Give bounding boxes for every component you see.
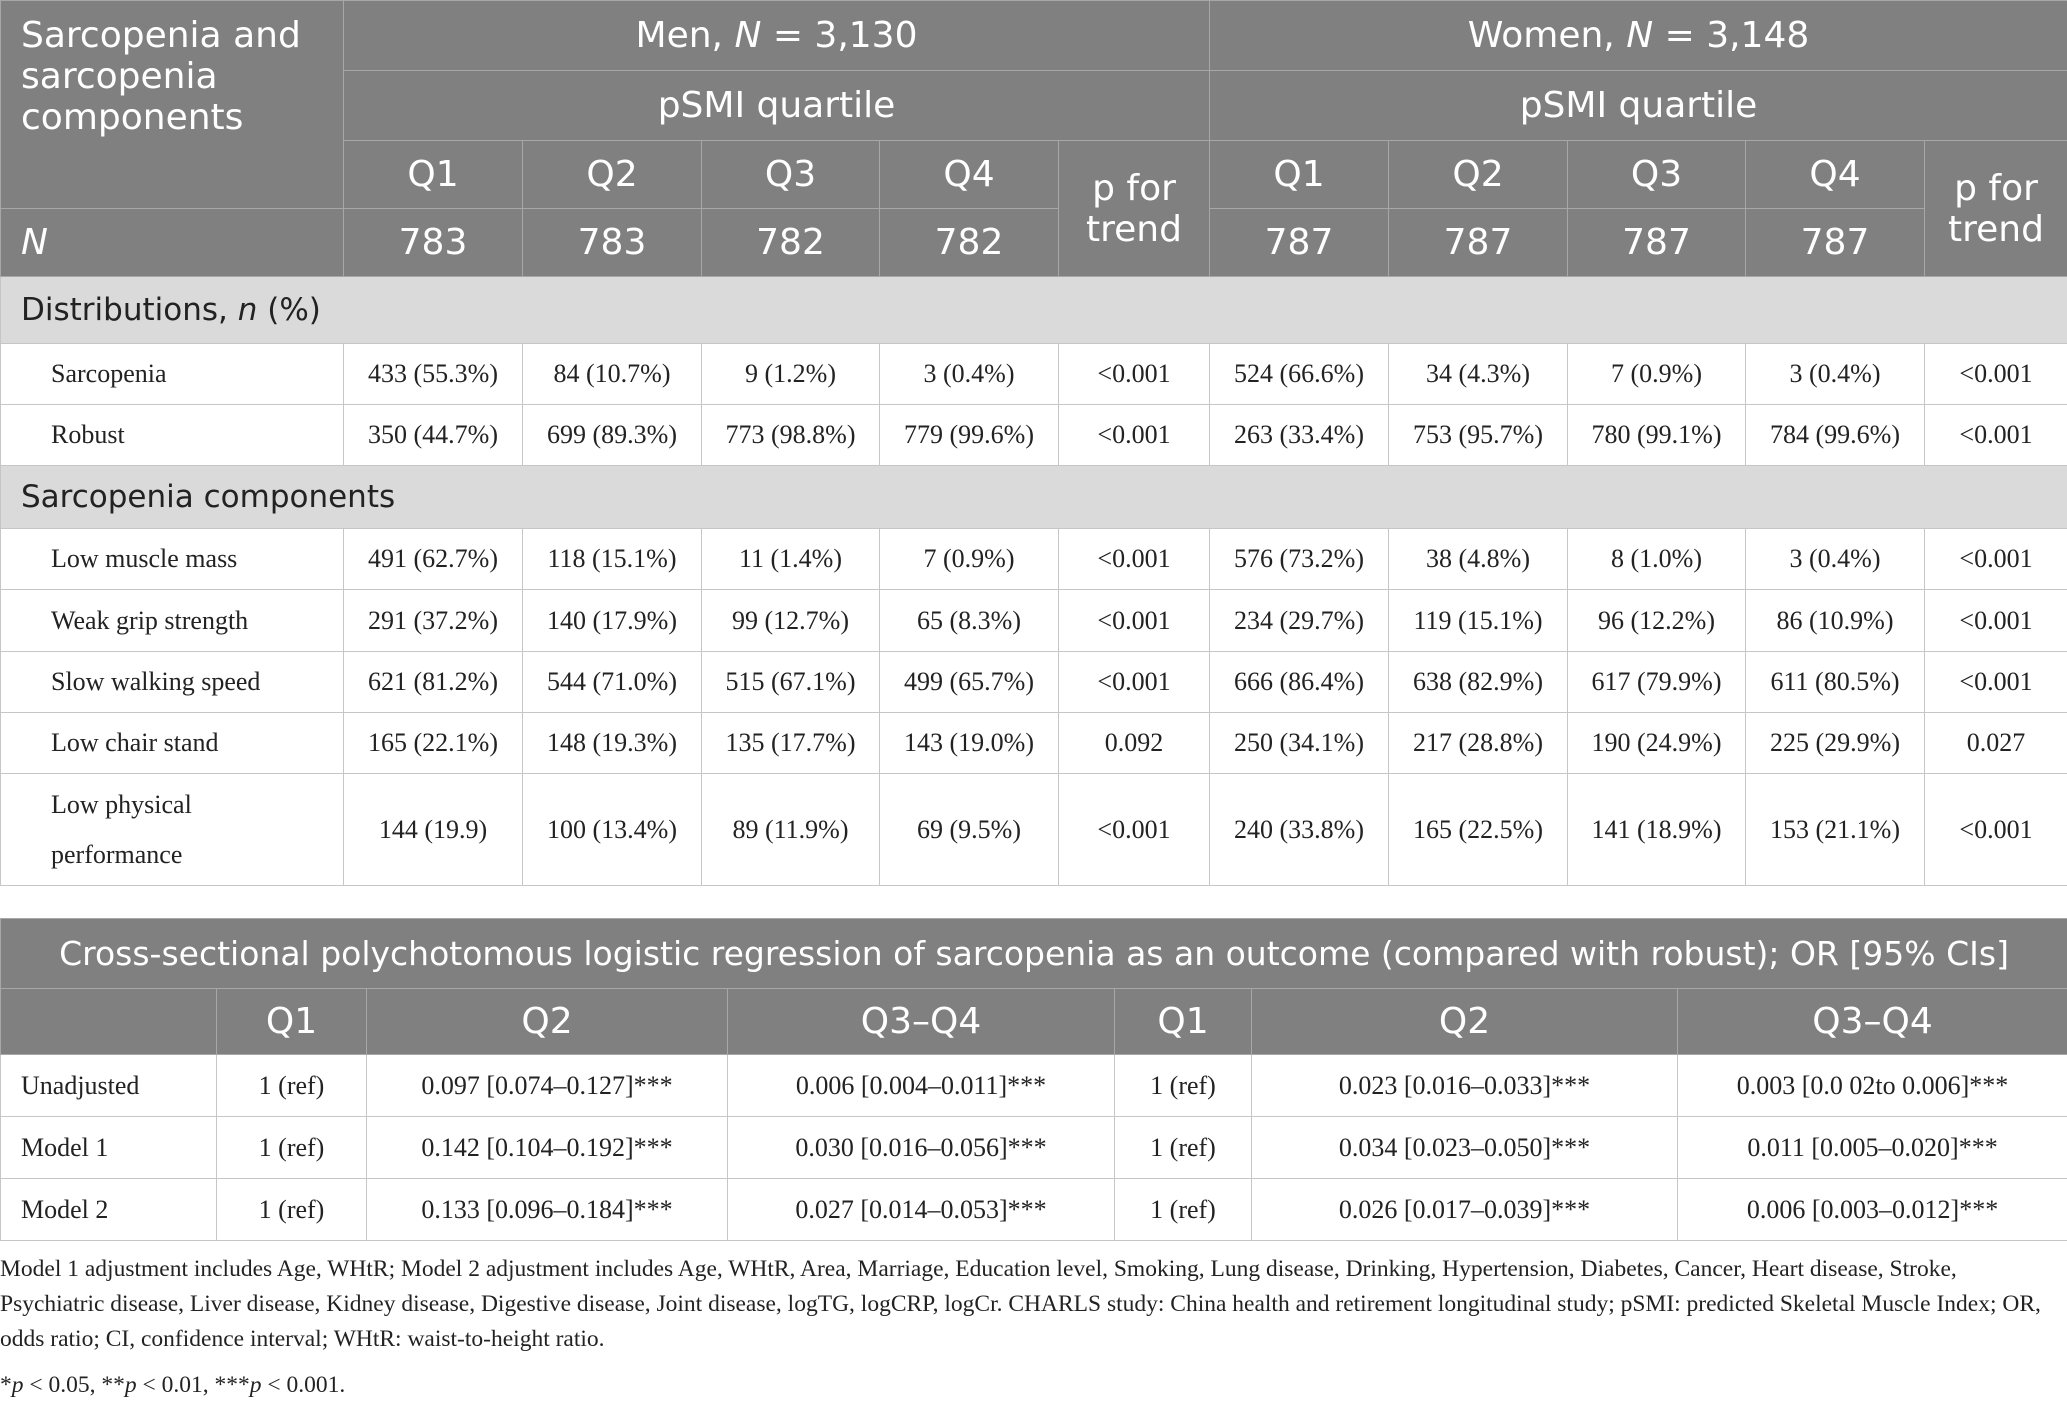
cell: <0.001	[1925, 652, 2067, 713]
empty-header	[1, 989, 217, 1055]
men-q4-header: Q4	[880, 141, 1059, 209]
cell: 0.142 [0.104–0.192]***	[367, 1117, 728, 1179]
cell: 433 (55.3%)	[344, 344, 523, 405]
cell: 34 (4.3%)	[1389, 344, 1568, 405]
cell: 135 (17.7%)	[702, 713, 880, 774]
table-row	[1, 590, 2067, 652]
row-label: Robust	[1, 405, 344, 466]
women-p-trend-header: p for trend	[1925, 141, 2067, 277]
cell: 65 (8.3%)	[880, 590, 1059, 652]
men-q2-header: Q2	[523, 141, 702, 209]
cell: 153 (21.1%)	[1746, 774, 1925, 886]
cell: 148 (19.3%)	[523, 713, 702, 774]
cell: 240 (33.8%)	[1210, 774, 1389, 886]
women-n-q3: 787	[1568, 209, 1746, 277]
table-row	[1, 652, 2067, 713]
cell: 1 (ref)	[217, 1117, 367, 1179]
cell: 491 (62.7%)	[344, 529, 523, 590]
cell: 0.092	[1059, 713, 1210, 774]
cell: 141 (18.9%)	[1568, 774, 1746, 886]
reg-header-q2: Q2	[367, 989, 728, 1055]
cell: 7 (0.9%)	[880, 529, 1059, 590]
cell: 611 (80.5%)	[1746, 652, 1925, 713]
cell: 617 (79.9%)	[1568, 652, 1746, 713]
cell: 0.133 [0.096–0.184]***	[367, 1179, 728, 1241]
row-label: Weak grip strength	[1, 590, 344, 652]
cell: 1 (ref)	[1115, 1179, 1252, 1241]
cell: 0.027	[1925, 713, 2067, 774]
cell: 784 (99.6%)	[1746, 405, 1925, 466]
cell: 250 (34.1%)	[1210, 713, 1389, 774]
cell: 544 (71.0%)	[523, 652, 702, 713]
men-n-q2: 783	[523, 209, 702, 277]
cell: 753 (95.7%)	[1389, 405, 1568, 466]
table-row	[1, 1117, 2067, 1179]
table-row	[1, 405, 2067, 466]
cell: 0.006 [0.004–0.011]***	[728, 1055, 1115, 1117]
table-row	[1, 774, 2067, 886]
cell: 225 (29.9%)	[1746, 713, 1925, 774]
cell: 144 (19.9)	[344, 774, 523, 886]
cell: 699 (89.3%)	[523, 405, 702, 466]
cell: 0.006 [0.003–0.012]***	[1678, 1179, 2067, 1241]
row-label: Sarcopenia	[1, 344, 344, 405]
cell: 0.003 [0.0 02to 0.006]***	[1678, 1055, 2067, 1117]
cell: <0.001	[1925, 529, 2067, 590]
cell: 0.011 [0.005–0.020]***	[1678, 1117, 2067, 1179]
cell: 1 (ref)	[1115, 1055, 1252, 1117]
corner-header: Sarcopenia and sarcopenia components	[1, 1, 344, 209]
cell: <0.001	[1925, 590, 2067, 652]
reg-header-q2-women: Q2	[1252, 989, 1678, 1055]
row-label: Slow walking speed	[1, 652, 344, 713]
cell: 666 (86.4%)	[1210, 652, 1389, 713]
row-label: Low physical performance	[1, 774, 344, 886]
cell: 96 (12.2%)	[1568, 590, 1746, 652]
cell: 7 (0.9%)	[1568, 344, 1746, 405]
women-header: Women, N = 3,148	[1210, 1, 2067, 71]
cell: <0.001	[1059, 405, 1210, 466]
n-label: N	[1, 209, 344, 277]
cell: 3 (0.4%)	[1746, 344, 1925, 405]
cell: 86 (10.9%)	[1746, 590, 1925, 652]
cell: <0.001	[1059, 652, 1210, 713]
women-q1-header: Q1	[1210, 141, 1389, 209]
row-label: Low chair stand	[1, 713, 344, 774]
men-header: Men, N = 3,130	[344, 1, 1210, 71]
women-n-q4: 787	[1746, 209, 1925, 277]
cell: 350 (44.7%)	[344, 405, 523, 466]
women-quartile-header: pSMI quartile	[1210, 71, 2067, 141]
men-quartile-header: pSMI quartile	[344, 71, 1210, 141]
cell: 0.030 [0.016–0.056]***	[728, 1117, 1115, 1179]
cell: 515 (67.1%)	[702, 652, 880, 713]
cell: 8 (1.0%)	[1568, 529, 1746, 590]
women-q3-header: Q3	[1568, 141, 1746, 209]
cell: <0.001	[1925, 774, 2067, 886]
cell: 190 (24.9%)	[1568, 713, 1746, 774]
men-p-trend-header: p for trend	[1059, 141, 1210, 277]
table-row	[1, 1179, 2067, 1241]
men-q1-header: Q1	[344, 141, 523, 209]
cell: 99 (12.7%)	[702, 590, 880, 652]
cell: <0.001	[1925, 405, 2067, 466]
reg-header-q1-women: Q1	[1115, 989, 1252, 1055]
cell: 118 (15.1%)	[523, 529, 702, 590]
cell: 291 (37.2%)	[344, 590, 523, 652]
cell: 11 (1.4%)	[702, 529, 880, 590]
cell: 89 (11.9%)	[702, 774, 880, 886]
cell: 0.097 [0.074–0.127]***	[367, 1055, 728, 1117]
row-label: Unadjusted	[1, 1055, 217, 1117]
cell: 165 (22.1%)	[344, 713, 523, 774]
table-row	[1, 1055, 2067, 1117]
women-q2-header: Q2	[1389, 141, 1568, 209]
table-row	[1, 529, 2067, 590]
cell: <0.001	[1059, 344, 1210, 405]
section-distributions: Distributions, n (%)	[1, 277, 2067, 344]
cell: 0.026 [0.017–0.039]***	[1252, 1179, 1678, 1241]
cell: 638 (82.9%)	[1389, 652, 1568, 713]
cell: 0.023 [0.016–0.033]***	[1252, 1055, 1678, 1117]
women-q4-header: Q4	[1746, 141, 1925, 209]
men-q3-header: Q3	[702, 141, 880, 209]
women-n-q1: 787	[1210, 209, 1389, 277]
row-label: Low muscle mass	[1, 529, 344, 590]
cell: 165 (22.5%)	[1389, 774, 1568, 886]
cell: 100 (13.4%)	[523, 774, 702, 886]
cell: 499 (65.7%)	[880, 652, 1059, 713]
cell: 217 (28.8%)	[1389, 713, 1568, 774]
regression-title: Cross-sectional polychotomous logistic regression of sarcopenia as an outcome (compared with robust); OR [95% CIs]	[1, 919, 2067, 989]
cell: 9 (1.2%)	[702, 344, 880, 405]
table-row	[1, 713, 2067, 774]
cell: 119 (15.1%)	[1389, 590, 1568, 652]
cell: 621 (81.2%)	[344, 652, 523, 713]
cell: 0.027 [0.014–0.053]***	[728, 1179, 1115, 1241]
cell: 576 (73.2%)	[1210, 529, 1389, 590]
cell: 773 (98.8%)	[702, 405, 880, 466]
cell: 140 (17.9%)	[523, 590, 702, 652]
cell: <0.001	[1925, 344, 2067, 405]
table-row	[1, 344, 2067, 405]
cell: <0.001	[1059, 529, 1210, 590]
cell: <0.001	[1059, 590, 1210, 652]
cell: 1 (ref)	[217, 1179, 367, 1241]
reg-header-q1: Q1	[217, 989, 367, 1055]
cell: 524 (66.6%)	[1210, 344, 1389, 405]
section-components: Sarcopenia components	[1, 466, 2067, 529]
cell: 779 (99.6%)	[880, 405, 1059, 466]
men-n-q1: 783	[344, 209, 523, 277]
reg-header-q34-women: Q3–Q4	[1678, 989, 2067, 1055]
men-n-q3: 782	[702, 209, 880, 277]
cell: 1 (ref)	[1115, 1117, 1252, 1179]
cell: 0.034 [0.023–0.050]***	[1252, 1117, 1678, 1179]
cell: 263 (33.4%)	[1210, 405, 1389, 466]
cell: 1 (ref)	[217, 1055, 367, 1117]
cell: 234 (29.7%)	[1210, 590, 1389, 652]
footnote-significance: *p < 0.05, **p < 0.01, ***p < 0.001.	[0, 1372, 346, 1398]
reg-header-q34: Q3–Q4	[728, 989, 1115, 1055]
footnote-main: Model 1 adjustment includes Age, WHtR; Model 2 adjustment includes Age, WHtR, Area, Marriage, Education level, Smoking, Lung disease, Drinking, Hypertension, Diabetes, Cancer, Heart disease, Stroke, Psychiatric disease, Liver disease, Kidney disease, Digestive disease, Joint disease, logTG, logCRP, logCr. CHARLS study: China health and retirement longitudinal study; pSMI: predicted Skeletal Muscle Index; OR, odds ratio; CI, confidence interval; WHtR: waist-to-height ratio.	[0, 1256, 2041, 1352]
men-n-q4: 782	[880, 209, 1059, 277]
cell: 3 (0.4%)	[880, 344, 1059, 405]
cell: <0.001	[1059, 774, 1210, 886]
cell: 143 (19.0%)	[880, 713, 1059, 774]
row-label: Model 2	[1, 1179, 217, 1241]
women-n-q2: 787	[1389, 209, 1568, 277]
cell: 69 (9.5%)	[880, 774, 1059, 886]
cell: 780 (99.1%)	[1568, 405, 1746, 466]
cell: 84 (10.7%)	[523, 344, 702, 405]
regression-table	[0, 918, 2067, 1241]
row-label: Model 1	[1, 1117, 217, 1179]
cell: 3 (0.4%)	[1746, 529, 1925, 590]
cell: 38 (4.8%)	[1389, 529, 1568, 590]
